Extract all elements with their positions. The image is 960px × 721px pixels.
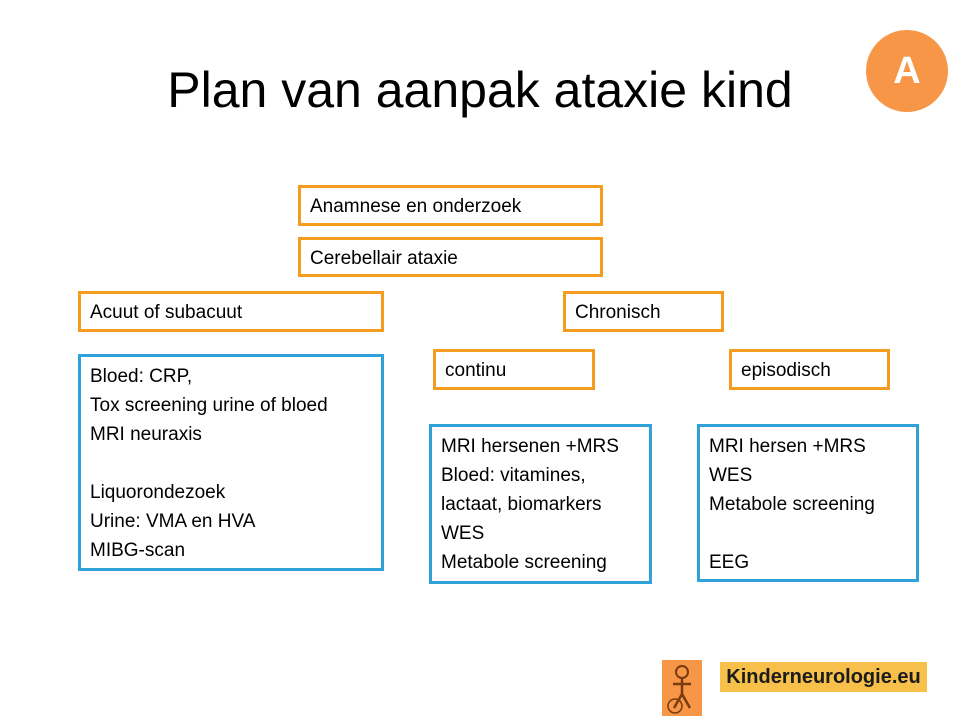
node-continu: continu bbox=[433, 349, 595, 390]
node-acuut: Acuut of subacuut bbox=[78, 291, 384, 332]
page-title: Plan van aanpak ataxie kind bbox=[167, 62, 793, 118]
detail-line: MRI neuraxis bbox=[90, 424, 202, 445]
detail-line: Bloed: CRP, bbox=[90, 366, 193, 387]
child-figure-icon bbox=[662, 660, 702, 716]
detail-episodisch bbox=[697, 424, 919, 582]
detail-line: Tox screening urine of bloed bbox=[90, 395, 328, 416]
detail-line bbox=[709, 519, 907, 548]
detail-line: Metabole screening bbox=[709, 494, 875, 515]
kinderneurologie-logo-icon bbox=[662, 660, 702, 716]
detail-line: lactaat, biomarkers bbox=[441, 494, 602, 515]
detail-line: MRI hersen +MRS bbox=[709, 436, 866, 457]
node-chronisch: Chronisch bbox=[563, 291, 724, 332]
detail-line: Urine: VMA en HVA bbox=[90, 511, 256, 532]
detail-line: Metabole screening bbox=[441, 552, 607, 573]
detail-line bbox=[90, 449, 372, 478]
detail-line: MIBG-scan bbox=[90, 540, 186, 561]
node-episodisch: episodisch bbox=[729, 349, 890, 390]
site-name-label: Kinderneurologie.eu bbox=[720, 662, 927, 692]
detail-line: Liquorondezoek bbox=[90, 482, 226, 503]
detail-line: MRI hersenen +MRS bbox=[441, 436, 619, 457]
section-badge: A bbox=[866, 30, 948, 112]
node-anamnese: Anamnese en onderzoek bbox=[298, 185, 603, 226]
detail-line: EEG bbox=[709, 552, 750, 573]
detail-acuut bbox=[78, 354, 384, 571]
detail-continu bbox=[429, 424, 652, 584]
detail-line: WES bbox=[709, 465, 753, 486]
detail-line: Bloed: vitamines, bbox=[441, 465, 586, 486]
detail-line: WES bbox=[441, 523, 485, 544]
node-cerebellair: Cerebellair ataxie bbox=[298, 237, 603, 277]
